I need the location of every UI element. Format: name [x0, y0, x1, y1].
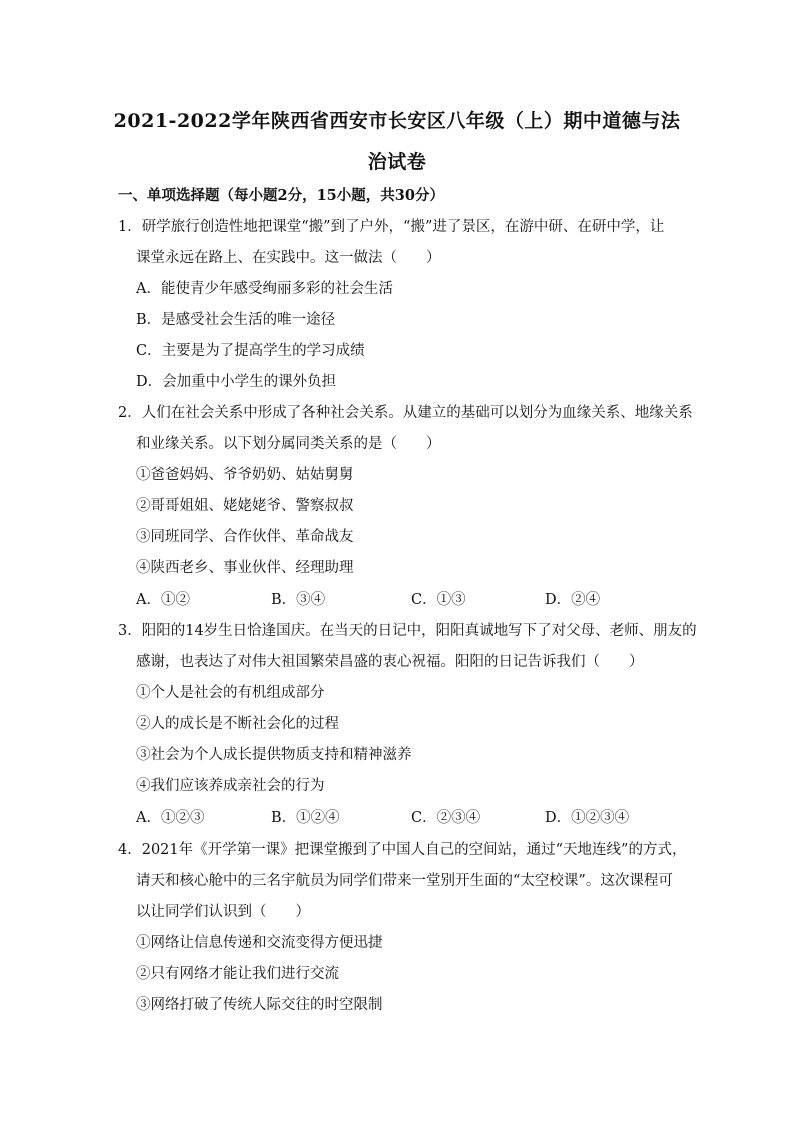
- q4-stem-line-3: 以让同学们认识到（ ）: [136, 904, 310, 920]
- q2-option-b: B．③④: [271, 592, 326, 608]
- q2-option-c: C．①③: [411, 592, 466, 608]
- q3-option-c: C．②③④: [411, 810, 481, 826]
- exam-title-line-1: 2021-2022学年陕西省西安市长安区八年级（上）期中道德与法: [113, 110, 681, 132]
- q3-statement-4: ④我们应该养成亲社会的行为: [136, 778, 325, 794]
- q2-stem-line-1: 2．人们在社会关系中形成了各种社会关系。从建立的基础可以划分为血缘关系、地缘关系: [118, 405, 693, 421]
- q4-statement-2: ②只有网络才能让我们进行交流: [136, 966, 339, 982]
- q1-stem-line-1: 1．研学旅行创造性地把课堂“搬”到了户外，“搬”进了景区，在游中研、在研中学，让: [118, 219, 665, 235]
- q2-option-d: D．②④: [545, 592, 601, 608]
- q3-option-b: B．①②④: [271, 810, 340, 826]
- q2-option-a: A．①②: [136, 592, 190, 608]
- q3-stem-line-1: 3．阳阳的14岁生日恰逢国庆。在当天的日记中，阳阳真诚地写下了对父母、老师、朋友的: [118, 623, 697, 639]
- q2-statement-2: ②哥哥姐姐、姥姥姥爷、警察叔叔: [136, 498, 354, 514]
- q3-option-d: D．①②③④: [545, 810, 630, 826]
- q4-stem-line-1: 4．2021年《开学第一课》把课堂搬到了中国人自己的空间站，通过“天地连线”的方式，: [118, 842, 687, 858]
- q3-stem-line-2: 感谢，也表达了对伟大祖国繁荣昌盛的衷心祝福。阳阳的日记告诉我们（ ）: [136, 654, 644, 670]
- q2-stem-line-2: 和业缘关系。以下划分属同类关系的是（ ）: [136, 436, 441, 452]
- q2-statement-4: ④陕西老乡、事业伙伴、经理助理: [136, 560, 354, 576]
- q1-stem-line-2: 课堂永远在路上、在实践中。这一做法（ ）: [136, 250, 441, 266]
- q1-option-d: D．会加重中小学生的课外负担: [136, 374, 337, 390]
- section-heading: 一、单项选择题（每小题2分，15小题，共30分）: [118, 187, 444, 204]
- q1-option-a: A．能使青少年感受绚丽多彩的社会生活: [136, 281, 393, 297]
- q3-statement-1: ①个人是社会的有机组成部分: [136, 685, 325, 701]
- q1-option-c: C．主要是为了提高学生的学习成绩: [136, 343, 365, 359]
- q3-statement-2: ②人的成长是不断社会化的过程: [136, 716, 339, 732]
- q2-statement-1: ①爸爸妈妈、爷爷奶奶、姑姑舅舅: [136, 467, 354, 483]
- q2-statement-3: ③同班同学、合作伙伴、革命战友: [136, 529, 354, 545]
- q4-statement-3: ③网络打破了传统人际交往的时空限制: [136, 997, 383, 1013]
- q4-stem-line-2: 请天和核心舱中的三名宇航员为同学们带来一堂别开生面的“太空校课”。这次课程可: [136, 873, 673, 889]
- exam-title-line-2: 治试卷: [367, 151, 427, 173]
- q1-option-b: B．是感受社会生活的唯一途径: [136, 312, 336, 328]
- q3-statement-3: ③社会为个人成长提供物质支持和精神滋养: [136, 747, 412, 763]
- q3-option-a: A．①②③: [136, 810, 205, 826]
- q4-statement-1: ①网络让信息传递和交流变得方便迅捷: [136, 935, 383, 951]
